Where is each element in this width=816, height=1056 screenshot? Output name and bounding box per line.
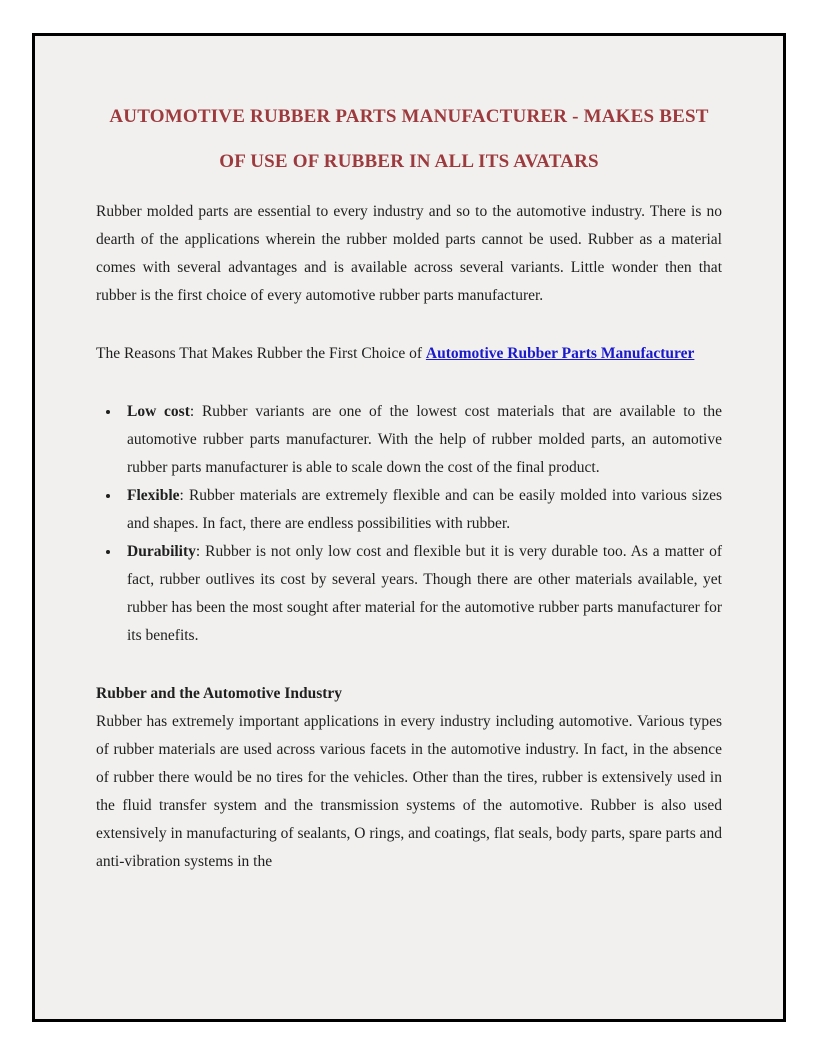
- list-item: [121, 398, 722, 482]
- document-title: AUTOMOTIVE RUBBER PARTS MANUFACTURER - MAKES BEST OF USE OF RUBBER IN ALL ITS AVATARS: [109, 106, 709, 172]
- manufacturer-link[interactable]: Automotive Rubber Parts Manufacturer: [425, 345, 695, 362]
- list-item: [121, 482, 722, 538]
- reasons-paragraph: [96, 340, 722, 368]
- industry-paragraph: Rubber has extremely important applications in every industry including automotive. Various types of rubber materials are used across various facets in the automotive industry. In fact, in the absence of rubber there would be no tires for the vehicles. Other than the tires, rubber is extensively used in the fluid transfer system and the transmission systems of the automotive. Rubber is also used extensively in manufacturing of sealants, O rings, and coatings, flat seals, body parts, spare parts and anti-vibration systems in the: [96, 713, 722, 870]
- bullet-label: Durability: [127, 543, 196, 560]
- reasons-intro-text: The Reasons That Makes Rubber the First Choice of: [96, 345, 426, 362]
- document-page: [32, 33, 786, 1022]
- bullet-label: Flexible: [127, 487, 180, 504]
- bullet-text: : Rubber is not only low cost and flexible but it is very durable too. As a matter of fact, rubber outlives its cost by several years. Though there are other materials available, yet rubber has been the most sought after material for the automotive rubber parts manufacturer for its benefits.: [127, 543, 722, 644]
- bullet-label: Low cost: [127, 403, 190, 420]
- intro-paragraph: Rubber molded parts are essential to every industry and so to the automotive industry. There is no dearth of the applications wherein the rubber molded parts cannot be used. Rubber as a material comes with several advantages and is available across several variants. Little wonder then that rubber is the first choice of every automotive rubber parts manufacturer.: [96, 203, 722, 304]
- document-content: [35, 36, 783, 876]
- benefits-bullet-list: [96, 398, 722, 650]
- section-subheading: Rubber and the Automotive Industry: [96, 685, 343, 702]
- bullet-text: : Rubber variants are one of the lowest cost materials that are available to the automotive rubber parts manufacturer. With the help of rubber molded parts, an automotive rubber parts manufacturer is able to scale down the cost of the final product.: [127, 403, 722, 476]
- list-item: [121, 538, 722, 650]
- bullet-text: : Rubber materials are extremely flexible and can be easily molded into various sizes and shapes. In fact, there are endless possibilities with rubber.: [127, 487, 722, 532]
